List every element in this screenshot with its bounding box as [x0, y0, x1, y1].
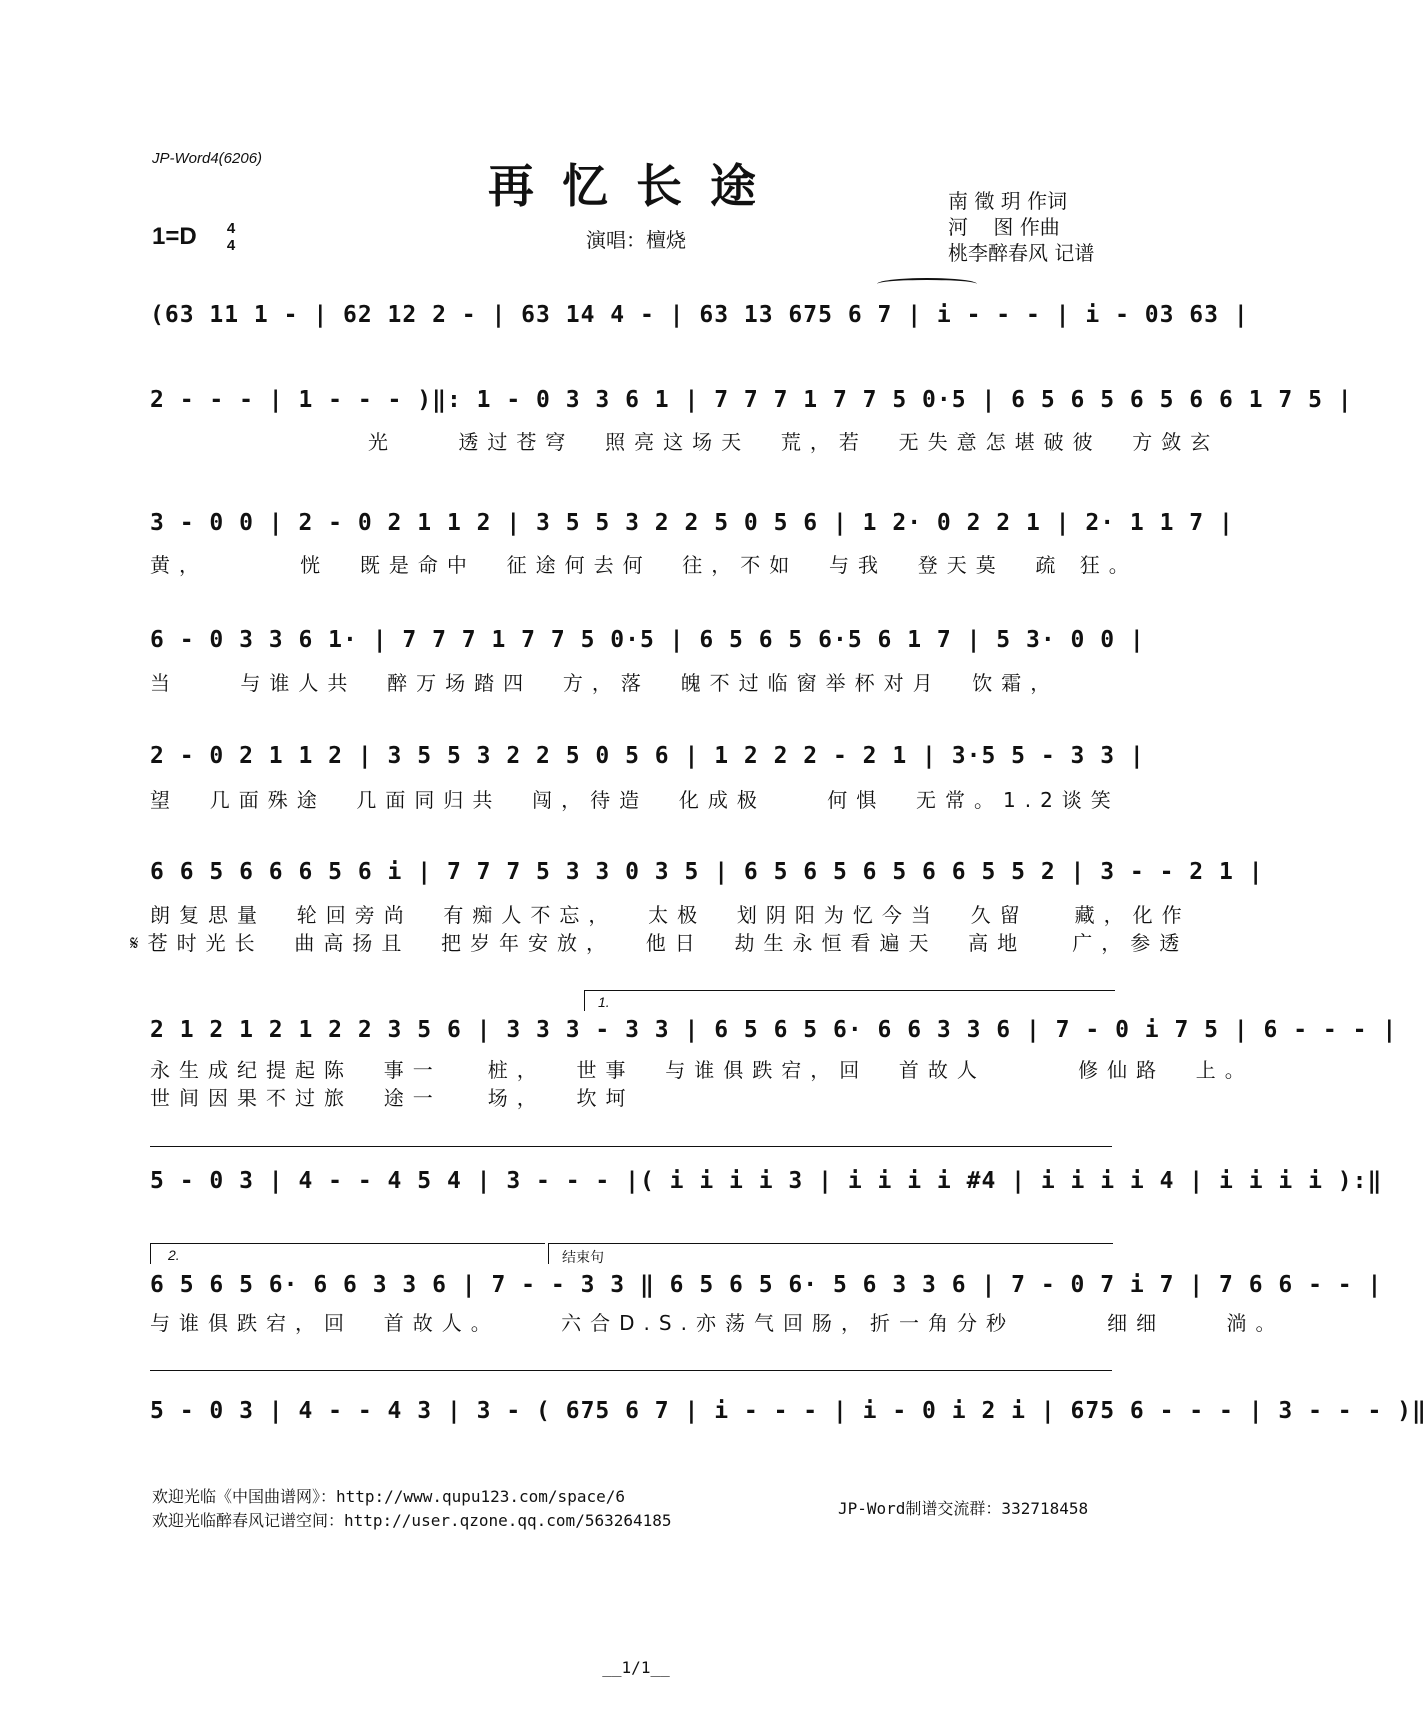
lyricist-credit: 南 徵 玥 作词	[948, 189, 1068, 213]
composer-credit: 河 图 作曲	[948, 215, 1060, 239]
meter-top: 4	[226, 220, 236, 237]
notation-line-6: 6 6 5 6 6 6 5 6 i | 7 7 7 5 3 3 0 3 5 | 6 5 6 5 6 5 6 6 5 5 2 | 3 - - 2 1 |	[150, 859, 1264, 885]
lyric-line-7b: 世间因果不过旅 途一 场， 坎坷	[150, 1086, 635, 1110]
lyric-line-2a: 光 透过苍穹 照亮这场天 荒，若 无失意怎堪破彼 方敛玄	[368, 430, 1220, 454]
lyric-line-7a: 永生成纪提起陈 事一 桩， 世事 与谁俱跌宕，回 首故人 修仙路 上。	[150, 1058, 1254, 1082]
lyric-line-3a: 黄， 恍 既是命中 征途何去何 往，不如 与我 登天莫 疏 狂。	[150, 553, 1138, 577]
notation-line-1: (63 11 1 - | 62 12 2 - | 63 14 4 - | 63 13 675 6 7 | i - - - | i - 03 63 |	[150, 302, 1249, 328]
slur-mark	[877, 278, 977, 290]
meter-bottom: 4	[226, 237, 236, 254]
bracket-line-2	[150, 1370, 1112, 1371]
bracket-line	[150, 1146, 1112, 1147]
footer-link-1[interactable]: 欢迎光临《中国曲谱网》：http://www.qupu123.com/space/6	[152, 1487, 625, 1506]
volta-label-1: 1.	[598, 994, 610, 1010]
volta-label-2: 2.	[168, 1247, 180, 1263]
coda-label: 结束句	[562, 1250, 604, 1266]
lyric-line-4a: 当 与谁人共 醉万场踏四 方，落 魄不过临窗举杯对月 饮霜，	[150, 671, 1060, 695]
notation-line-7: 2 1 2 1 2 1 2 2 3 5 6 | 3 3 3 - 3 3 | 6 5 6 5 6· 6 6 3 3 6 | 7 - 0 i 7 5 | 6 - - - |	[150, 1017, 1398, 1043]
notation-line-9: 6 5 6 5 6· 6 6 3 3 6 | 7 - - 3 3 ‖ 6 5 6 5 6· 5 6 3 3 6 | 7 - 0 7 i 7 | 7 6 6 - - |	[150, 1272, 1383, 1298]
coda-bracket	[548, 1243, 1113, 1264]
notation-line-4: 6 - 0 3 3 6 1· | 7 7 7 1 7 7 5 0·5 | 6 5 6 5 6·5 6 1 7 | 5 3· 0 0 |	[150, 627, 1145, 653]
software-label: JP-Word4(6206)	[152, 150, 263, 167]
song-title: 再忆长途	[488, 159, 784, 213]
notation-line-10: 5 - 0 3 | 4 - - 4 3 | 3 - ( 675 6 7 | i - - - | i - 0 i 2 i | 675 6 - - - | 3 - - - )‖	[150, 1398, 1427, 1424]
notation-line-8: 5 - 0 3 | 4 - - 4 5 4 | 3 - - - |( i i i i 3 | i i i i #4 | i i i i 4 | i i i i ):‖	[150, 1168, 1383, 1194]
transcriber-credit: 桃李醉春风 记谱	[948, 241, 1095, 265]
footer-group: JP-Word制谱交流群：332718458	[838, 1499, 1089, 1518]
notation-line-2: 2 - - - | 1 - - - )‖: 1 - 0 3 3 6 1 | 7 7 7 1 7 7 5 0·5 | 6 5 6 5 6 5 6 6 1 7 5 |	[150, 387, 1353, 413]
singer-credit: 演唱：檀烧	[586, 228, 686, 252]
notation-line-3: 3 - 0 0 | 2 - 0 2 1 1 2 | 3 5 5 3 2 2 5 0 5 6 | 1 2· 0 2 2 1 | 2· 1 1 7 |	[150, 510, 1234, 536]
footer-link-2[interactable]: 欢迎光临醉春风记谱空间：http://user.qzone.qq.com/563264185	[152, 1511, 672, 1530]
volta-bracket-2	[150, 1243, 545, 1264]
lyric-line-9a: 与谁俱跌宕，回 首故人。 六合D.S.亦荡气回肠，折一角分秒 细细 淌。	[150, 1311, 1285, 1335]
volta-bracket-1	[584, 990, 1115, 1011]
lyric-line-5a: 望 几面殊途 几面同归共 闯，待造 化成极 何惧 无常。1.2谈笑	[150, 788, 1120, 812]
key-signature: 1=D	[152, 223, 197, 250]
lyric-line-6a: 朗复思量 轮回旁尚 有痴人不忘， 太极 划阴阳为忆今当 久留 藏，化作	[150, 903, 1191, 927]
lyric-line-6b: 𝄋苍时光长 曲高扬且 把岁年安放， 他日 劫生永恒看遍天 高地 广，参透	[130, 931, 1189, 955]
page-number: __1/1__	[602, 1658, 670, 1677]
notation-line-5: 2 - 0 2 1 1 2 | 3 5 5 3 2 2 5 0 5 6 | 1 2 2 2 - 2 1 | 3·5 5 - 3 3 |	[150, 743, 1145, 769]
